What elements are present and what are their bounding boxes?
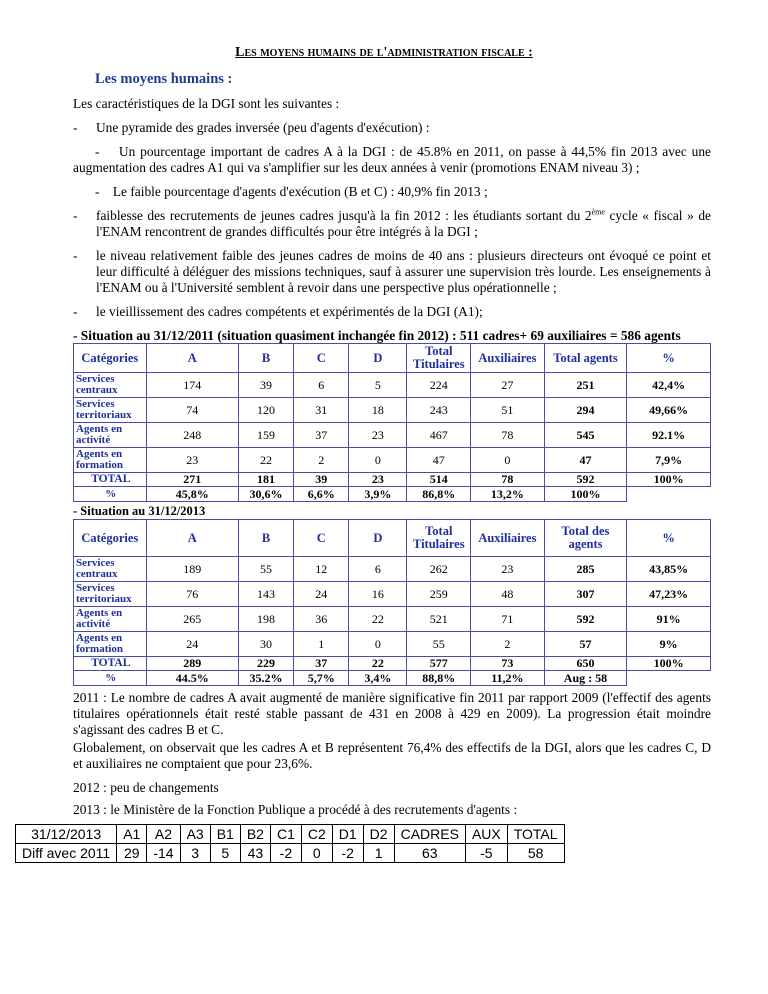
- table-cell: 55: [238, 557, 293, 582]
- table-cell: 224: [407, 373, 471, 398]
- column-header: B: [238, 520, 293, 557]
- table-cell: 39: [294, 473, 349, 487]
- table-cell: 262: [407, 557, 471, 582]
- bullet-item: [73, 304, 711, 320]
- table-cell: 55: [407, 632, 471, 657]
- table-cell: 24: [294, 582, 349, 607]
- column-header: D: [349, 520, 407, 557]
- table-cell: -14: [147, 844, 180, 863]
- table1-caption: - Situation au 31/12/2011 (situation quasiment inchangée fin 2012) : 511 cadres+ 69 auxiliaires = 586 agents: [73, 328, 681, 343]
- column-header: A1: [117, 825, 147, 844]
- row-label: Agents en formation: [74, 632, 147, 657]
- paragraph-2012: 2012 : peu de changements: [73, 780, 219, 795]
- table-cell: 35.2%: [238, 671, 293, 686]
- column-header: C1: [270, 825, 301, 844]
- table-cell: 5,7%: [294, 671, 349, 686]
- table-cell: 243: [407, 398, 471, 423]
- column-header: TOTAL: [507, 825, 564, 844]
- bullet-dash: -: [73, 120, 78, 135]
- bullet-text: - Un pourcentage important de cadres A à la DGI : de 45.8% en 2011, on passe à 44,5% fin 2013 avec une augmentation des cadres A1 qui va s'amplifier sur les deux années à venir (promotions ENAM niveau 3) ;: [73, 144, 711, 175]
- table-cell: 92.1%: [627, 423, 711, 448]
- table-cell: 23: [349, 473, 407, 487]
- recruitment-diff-table: [15, 824, 565, 863]
- table-cell: 30: [238, 632, 293, 657]
- table-cell: 6,6%: [294, 487, 349, 502]
- table-cell: 0: [471, 448, 545, 473]
- bullet-text: faiblesse des recrutements de jeunes cadres jusqu'à la fin 2012 : les étudiants sortant du 2ème cycle « fiscal » de l'ENAM rencontrent de grandes difficultés pour être intégrés à la DGI ;: [96, 207, 711, 239]
- column-header: A3: [180, 825, 210, 844]
- table-cell: 248: [146, 423, 238, 448]
- section-subtitle: Les moyens humains :: [95, 71, 233, 87]
- column-header: Total Titulaires: [407, 344, 471, 373]
- table-cell: 265: [146, 607, 238, 632]
- table-cell: 289: [146, 657, 238, 671]
- table-cell: 545: [544, 423, 627, 448]
- table-cell: 174: [146, 373, 238, 398]
- table-cell: 47: [407, 448, 471, 473]
- table-cell: 592: [544, 473, 627, 487]
- table-cell: 11,2%: [471, 671, 545, 686]
- table-cell: 143: [238, 582, 293, 607]
- table-cell: 73: [471, 657, 545, 671]
- column-header: A: [146, 344, 238, 373]
- table-cell: 18: [349, 398, 407, 423]
- table-cell: 592: [544, 607, 627, 632]
- table-cell: 45,8%: [146, 487, 238, 502]
- table-cell: 307: [544, 582, 627, 607]
- table-cell: 650: [544, 657, 627, 671]
- table-row: [74, 582, 711, 607]
- paragraph-2013: 2013 : le Ministère de la Fonction Publique a procédé à des recrutements d'agents :: [73, 802, 518, 817]
- table-cell: -5: [465, 844, 507, 863]
- column-header: Total agents: [544, 344, 627, 373]
- table-cell: 23: [349, 423, 407, 448]
- table-cell: 43,85%: [627, 557, 711, 582]
- table-cell: 7,9%: [627, 448, 711, 473]
- table-cell: 100%: [627, 473, 711, 487]
- table-2013: [73, 519, 711, 686]
- table-cell: 44.5%: [146, 671, 238, 686]
- table-cell: %: [74, 487, 147, 502]
- table-row: [74, 423, 711, 448]
- percent-row: [74, 671, 711, 686]
- table-cell: 521: [407, 607, 471, 632]
- table-cell: 285: [544, 557, 627, 582]
- column-header: Auxiliaires: [471, 520, 545, 557]
- table-cell: 12: [294, 557, 349, 582]
- table-cell: 42,4%: [627, 373, 711, 398]
- table-cell: %: [74, 671, 147, 686]
- row-label: TOTAL: [74, 473, 147, 487]
- table-2011: [73, 343, 711, 502]
- bullet-text: Une pyramide des grades inversée (peu d'agents d'exécution) :: [96, 120, 430, 135]
- table-cell: 74: [146, 398, 238, 423]
- column-header: CADRES: [394, 825, 465, 844]
- intro-text: Les caractéristiques de la DGI sont les suivantes :: [73, 96, 340, 111]
- table-cell: 76: [146, 582, 238, 607]
- table-row: [74, 373, 711, 398]
- table-cell: 3: [180, 844, 210, 863]
- column-header: Catégories: [74, 344, 147, 373]
- table-cell: 251: [544, 373, 627, 398]
- paragraph-globalement: Globalement, on observait que les cadres A et B représentent 76,4% des effectifs de la DGI, alors que les cadres C, D et auxiliaires ne comptaient que pour 23,6%.: [73, 740, 711, 771]
- table-cell: -2: [270, 844, 301, 863]
- table-cell: 86,8%: [407, 487, 471, 502]
- table-row: [16, 844, 565, 863]
- table-cell: 37: [294, 423, 349, 448]
- column-header: Total des agents: [544, 520, 627, 557]
- table-cell: 71: [471, 607, 545, 632]
- page-title: Les moyens humains de l'administration fiscale :: [235, 45, 533, 60]
- table-cell: 27: [471, 373, 545, 398]
- column-header: C: [294, 520, 349, 557]
- bullet-text: - Le faible pourcentage d'agents d'exécution (B et C) : 40,9% fin 2013 ;: [95, 184, 488, 199]
- table-cell: 189: [146, 557, 238, 582]
- table-row: [74, 632, 711, 657]
- table-cell: 294: [544, 398, 627, 423]
- table-row: [16, 825, 565, 844]
- table-cell: 2: [294, 448, 349, 473]
- paragraph-2011: 2011 : Le nombre de cadres A avait augmenté de manière significative fin 2011 par rapport 2009 (l'effectif des agents titulaires opérationnels était resté stable passant de 431 en 2008 à 429 en 2009). La progression était moindre s'agissant des cadres B et C.: [73, 690, 711, 737]
- bullet-text: le niveau relativement faible des jeunes cadres de moins de 40 ans : plusieurs directeurs ont évoqué ce point et leur difficulté à déléguer des missions techniques, sauf à assurer une supervision très lourde. Les enseignements à l'ENAM ou à l'Université semblent à revoir dans une perspective plus opérationnelle ;: [96, 248, 711, 295]
- bullet-text: le vieillissement des cadres compétents et expérimentés de la DGI (A1);: [96, 304, 483, 319]
- table-cell: Diff avec 2011: [16, 844, 117, 863]
- bullet-dash: -: [73, 248, 78, 263]
- table-cell: 0: [301, 844, 332, 863]
- column-header: A: [146, 520, 238, 557]
- table-cell: 37: [294, 657, 349, 671]
- column-header: Auxiliaires: [471, 344, 545, 373]
- table-cell: 16: [349, 582, 407, 607]
- table-cell: 47: [544, 448, 627, 473]
- table-cell: 29: [117, 844, 147, 863]
- column-header: Catégories: [74, 520, 147, 557]
- table-cell: 31: [294, 398, 349, 423]
- column-header: D1: [332, 825, 363, 844]
- column-header: Total Titulaires: [407, 520, 471, 557]
- table-row: [74, 607, 711, 632]
- table-cell: 1: [363, 844, 394, 863]
- table-cell: 100%: [627, 657, 711, 671]
- table-cell: 13,2%: [471, 487, 545, 502]
- row-label: Agents en activité: [74, 607, 147, 632]
- column-header: C: [294, 344, 349, 373]
- column-header: 31/12/2013: [16, 825, 117, 844]
- table-cell: -2: [332, 844, 363, 863]
- table-cell: 181: [238, 473, 293, 487]
- table-row: [74, 448, 711, 473]
- bullet-dash: -: [73, 208, 78, 223]
- table-cell: 78: [471, 473, 545, 487]
- column-header: B1: [210, 825, 240, 844]
- column-header: B2: [240, 825, 270, 844]
- table-cell: 63: [394, 844, 465, 863]
- column-header: D2: [363, 825, 394, 844]
- table-cell: 24: [146, 632, 238, 657]
- table-cell: 3,4%: [349, 671, 407, 686]
- table-row: [74, 398, 711, 423]
- table-cell: 36: [294, 607, 349, 632]
- table-cell: 91%: [627, 607, 711, 632]
- table-cell: 0: [349, 632, 407, 657]
- table-cell: 3,9%: [349, 487, 407, 502]
- table-cell: 23: [471, 557, 545, 582]
- table-cell: 6: [294, 373, 349, 398]
- table-row: [74, 557, 711, 582]
- column-header: B: [238, 344, 293, 373]
- table-cell: 58: [507, 844, 564, 863]
- row-label: Agents en formation: [74, 448, 147, 473]
- row-label: Services territoriaux: [74, 398, 147, 423]
- table-cell: 6: [349, 557, 407, 582]
- bullet-dash: -: [73, 304, 78, 319]
- column-header: %: [627, 344, 711, 373]
- table-cell: 39: [238, 373, 293, 398]
- table-cell: 48: [471, 582, 545, 607]
- table2-caption: - Situation au 31/12/2013: [73, 504, 206, 518]
- table-cell: 30,6%: [238, 487, 293, 502]
- column-header: %: [627, 520, 711, 557]
- table-cell: 22: [238, 448, 293, 473]
- table-cell: 88,8%: [407, 671, 471, 686]
- table-cell: 23: [146, 448, 238, 473]
- table-cell: 1: [294, 632, 349, 657]
- column-header: A2: [147, 825, 180, 844]
- table-cell: 577: [407, 657, 471, 671]
- table-cell: 0: [349, 448, 407, 473]
- table-cell: 2: [471, 632, 545, 657]
- table-cell: 22: [349, 657, 407, 671]
- table-cell: 43: [240, 844, 270, 863]
- row-label: Services territoriaux: [74, 582, 147, 607]
- table-cell: 51: [471, 398, 545, 423]
- table-cell: 22: [349, 607, 407, 632]
- table-row: [74, 657, 711, 671]
- column-header: AUX: [465, 825, 507, 844]
- table-cell: 120: [238, 398, 293, 423]
- table-cell: 78: [471, 423, 545, 448]
- table-cell: 9%: [627, 632, 711, 657]
- table-cell: 47,23%: [627, 582, 711, 607]
- row-label: TOTAL: [74, 657, 147, 671]
- table-cell: 159: [238, 423, 293, 448]
- bullet-item: [73, 120, 711, 136]
- table-cell: 198: [238, 607, 293, 632]
- row-label: Agents en activité: [74, 423, 147, 448]
- table-cell: Aug : 58: [544, 671, 627, 686]
- table-cell: 49,66%: [627, 398, 711, 423]
- table-cell: 271: [146, 473, 238, 487]
- table-row: [74, 473, 711, 487]
- table-cell: 57: [544, 632, 627, 657]
- table-cell: 259: [407, 582, 471, 607]
- table-cell: 514: [407, 473, 471, 487]
- table-cell: 5: [210, 844, 240, 863]
- column-header: D: [349, 344, 407, 373]
- row-label: Services centraux: [74, 557, 147, 582]
- table-cell: 100%: [544, 487, 627, 502]
- row-label: Services centraux: [74, 373, 147, 398]
- bullet-item: [73, 248, 711, 296]
- column-header: C2: [301, 825, 332, 844]
- table-cell: 5: [349, 373, 407, 398]
- table-cell: 229: [238, 657, 293, 671]
- percent-row: [74, 487, 711, 502]
- bullet-item: [73, 208, 711, 240]
- table-cell: 467: [407, 423, 471, 448]
